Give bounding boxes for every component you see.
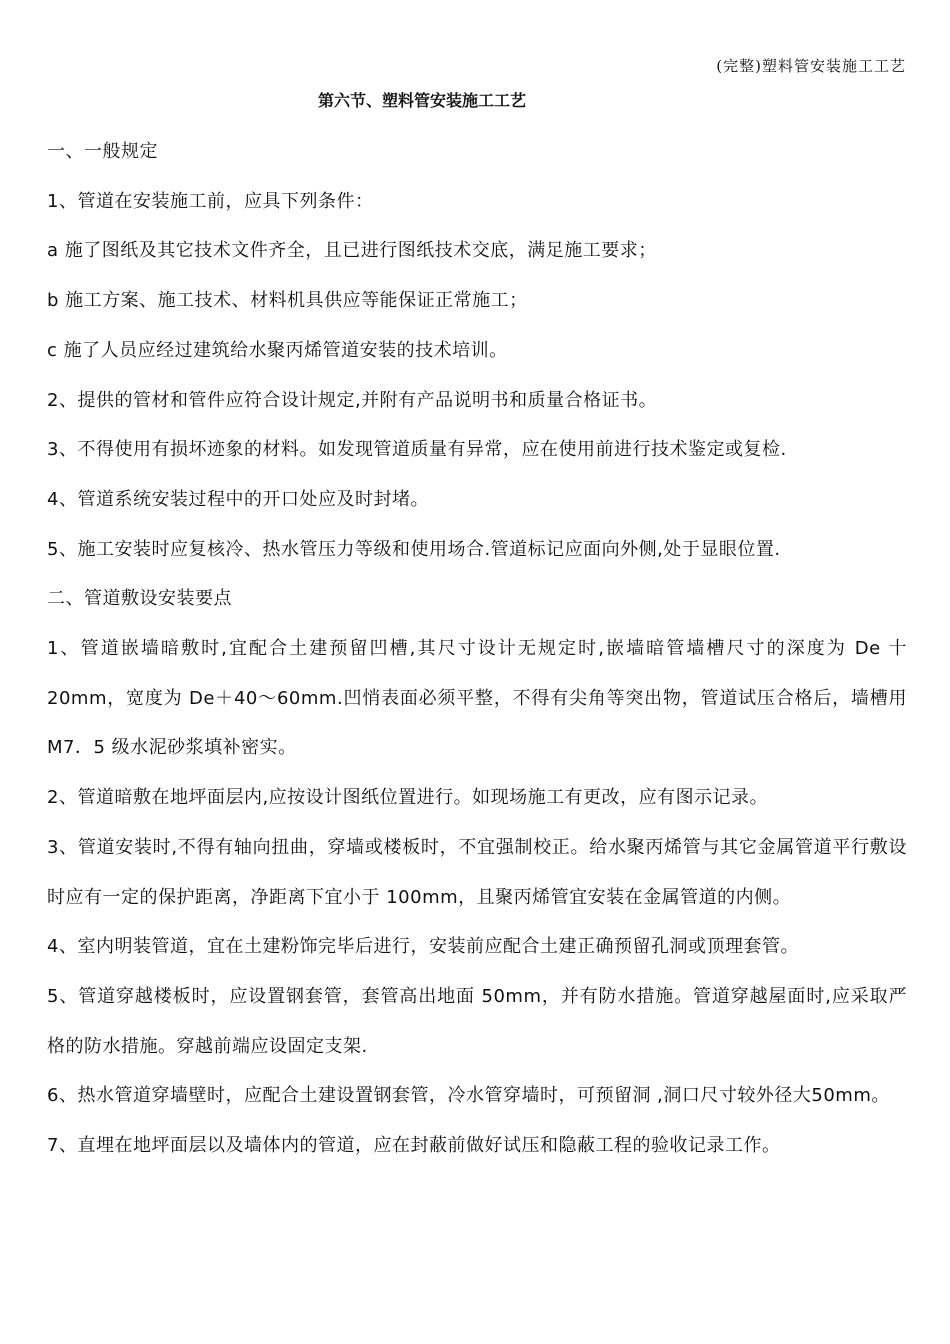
paragraph: 2、提供的管材和管件应符合设计规定,并附有产品说明书和质量合格证书。	[47, 389, 658, 411]
paragraph: 6、热水管道穿墙壁时，应配合土建设置钢套管，冷水管穿墙时，可预留洞 ,洞口尺寸较外径大50mm。	[47, 1085, 890, 1107]
section-title: 第六节、塑料管安装施工工艺	[318, 91, 527, 110]
paragraph: 3、不得使用有损坏迹象的材料。如发现管道质量有异常，应在使用前进行技术鉴定或复检.	[47, 439, 787, 461]
heading-installation-points: 二、管道敷设安装要点	[47, 588, 232, 610]
paragraph: 5、施工安装时应复核冷、热水管压力等级和使用场合.管道标记应面向外侧,处于显眼位置.	[47, 538, 781, 560]
paragraph: a 施了图纸及其它技术文件齐全，且已进行图纸技术交底，满足施工要求；	[47, 240, 657, 262]
paragraph: b 施工方案、施工技术、材料机具供应等能保证正常施工；	[47, 290, 528, 312]
paragraph: 1、管道在安装施工前，应具下列条件：	[47, 190, 374, 212]
paragraph: 7、直埋在地坪面层以及墙体内的管道，应在封蔽前做好试压和隐蔽工程的验收记录工作。	[47, 1135, 781, 1157]
paragraph: 2、管道暗敷在地坪面层内,应按设计图纸位置进行。如现场施工有更改，应有图示记录。	[47, 787, 769, 809]
heading-general-provisions: 一、一般规定	[47, 141, 158, 162]
document-body	[47, 127, 907, 1171]
paragraph: c 施了人员应经过建筑给水聚丙烯管道安装的技术培训。	[47, 339, 508, 361]
paragraph: 4、室内明装管道，宜在土建粉饰完毕后进行，安装前应配合土建正确预留孔洞或顶理套管。	[47, 936, 799, 958]
running-header: (完整)塑料管安装施工工艺	[716, 57, 906, 75]
paragraph: 4、管道系统安装过程中的开口处应及时封堵。	[47, 488, 429, 510]
paragraph: 5、管道穿越楼板时，应设置钢套管，套管高出地面 50mm，并有防水措施。管道穿越屋面时,应采取严格的防水措施。穿越前端应设固定支架.	[47, 985, 907, 1057]
paragraph: 1、管道嵌墙暗敷时,宜配合土建预留凹槽,其尺寸设计无规定时,嵌墙暗管墙槽尺寸的深度为 De 十 20mm，宽度为 De＋40～60mm.凹悄表面必须平整，不得有尖角等突出物，管道试压合格后，墙槽用 M7．5 级水泥砂浆填补密实。	[47, 638, 907, 759]
paragraph: 3、管道安装时,不得有轴向扭曲，穿墙或楼板时，不宜强制校正。给水聚丙烯管与其它金属管道平行敷设时应有一定的保护距离，净距离下宜小于 100mm，且聚丙烯管宜安装在金属管道的内侧。	[47, 836, 907, 908]
